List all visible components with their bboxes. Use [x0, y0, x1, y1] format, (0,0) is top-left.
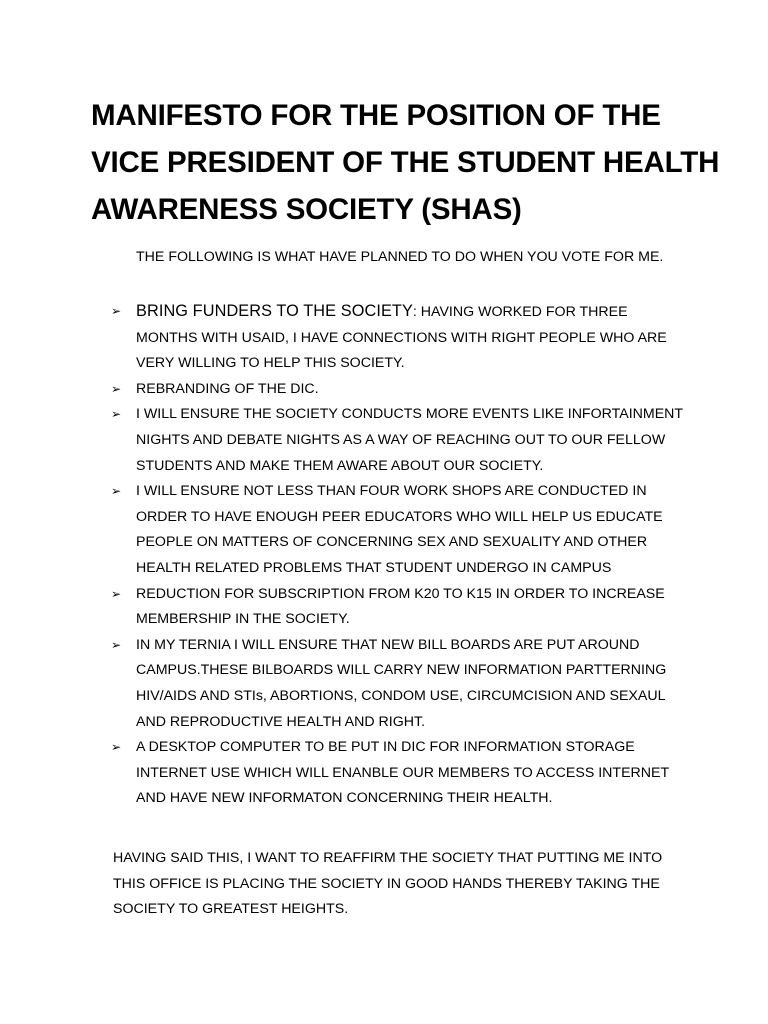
item-text: REBRANDING OF THE DIC.	[136, 380, 319, 397]
item-text: REDUCTION FOR SUBSCRIPTION FROM K20 TO K15 IN ORDER TO INCREASE MEMBERSHIP IN THE SOCIETY.	[136, 585, 665, 628]
list-item	[0, 402, 684, 479]
list-item	[0, 735, 684, 812]
title-line: AWARENESS SOCIETY (SHAS)	[91, 193, 522, 226]
list-item	[0, 479, 684, 581]
intro-paragraph: THE FOLLOWING IS WHAT HAVE PLANNED TO DO WHEN YOU VOTE FOR ME.	[136, 249, 664, 265]
list-item	[0, 377, 684, 403]
list-item	[0, 633, 684, 735]
arrow-bullet-icon: ➢	[111, 484, 122, 499]
manifesto-list	[0, 299, 768, 812]
list-item	[0, 582, 684, 633]
list-item	[0, 299, 684, 377]
title-line: MANIFESTO FOR THE POSITION OF THE	[91, 99, 661, 132]
arrow-bullet-icon: ➢	[111, 381, 122, 396]
title-line: VICE PRESIDENT OF THE STUDENT HEALTH	[91, 146, 720, 179]
arrow-bullet-icon: ➢	[111, 740, 122, 755]
page-title	[91, 92, 731, 233]
closing-paragraph: HAVING SAID THIS, I WANT TO REAFFIRM THE SOCIETY THAT PUTTING ME INTO THIS OFFICE IS PLACING THE SOCIETY IN GOOD HANDS THEREBY TAKING THE SOCIETY TO GREATEST HEIGHTS.	[113, 850, 663, 918]
arrow-bullet-icon: ➢	[111, 586, 122, 601]
item-text: IN MY TERNIA I WILL ENSURE THAT NEW BILL BOARDS ARE PUT AROUND CAMPUS.THESE BILBOARDS WILL CARRY NEW INFORMATION PARTTERNING HIV/AIDS AND STIs, ABORTIONS, CONDOM USE, CIRCUMCISION AND SEXAUL AND REPRODUCTIVE HEALTH AND RIGHT.	[136, 636, 667, 730]
item-lead: BRING FUNDERS TO THE SOCIETY	[136, 302, 413, 320]
arrow-bullet-icon: ➢	[111, 637, 122, 652]
item-text: I WILL ENSURE NOT LESS THAN FOUR WORK SHOPS ARE CONDUCTED IN ORDER TO HAVE ENOUGH PEER EDUCATORS WHO WILL HELP US EDUCATE PEOPLE ON MATTERS OF CONCERNING SEX AND SEXUALITY AND OTHER HEALTH RELATED PROBLEMS THAT STUDENT UNDERGO IN CAMPUS	[136, 483, 663, 576]
item-text: A DESKTOP COMPUTER TO BE PUT IN DIC FOR INFORMATION STORAGE INTERNET USE WHICH WILL ENANBLE OUR MEMBERS TO ACCESS INTERNET AND HAVE NEW INFORMATON CONCERNING THEIR HEALTH.	[136, 739, 669, 807]
item-text: I WILL ENSURE THE SOCIETY CONDUCTS MORE EVENTS LIKE INFORTAINMENT NIGHTS AND DEBATE NIGHTS AS A WAY OF REACHING OUT TO OUR FELLOW STUDENTS AND MAKE THEM AWARE ABOUT OUR SOCIETY.	[136, 406, 683, 474]
arrow-bullet-icon: ➢	[111, 304, 122, 318]
arrow-bullet-icon: ➢	[111, 407, 122, 422]
item-text: : HAVING WORKED FOR THREE MONTHS WITH USAID, I HAVE CONNECTIONS WITH RIGHT PEOPLE WHO ARE VERY WILLING TO HELP THIS SOCIETY.	[136, 304, 667, 372]
